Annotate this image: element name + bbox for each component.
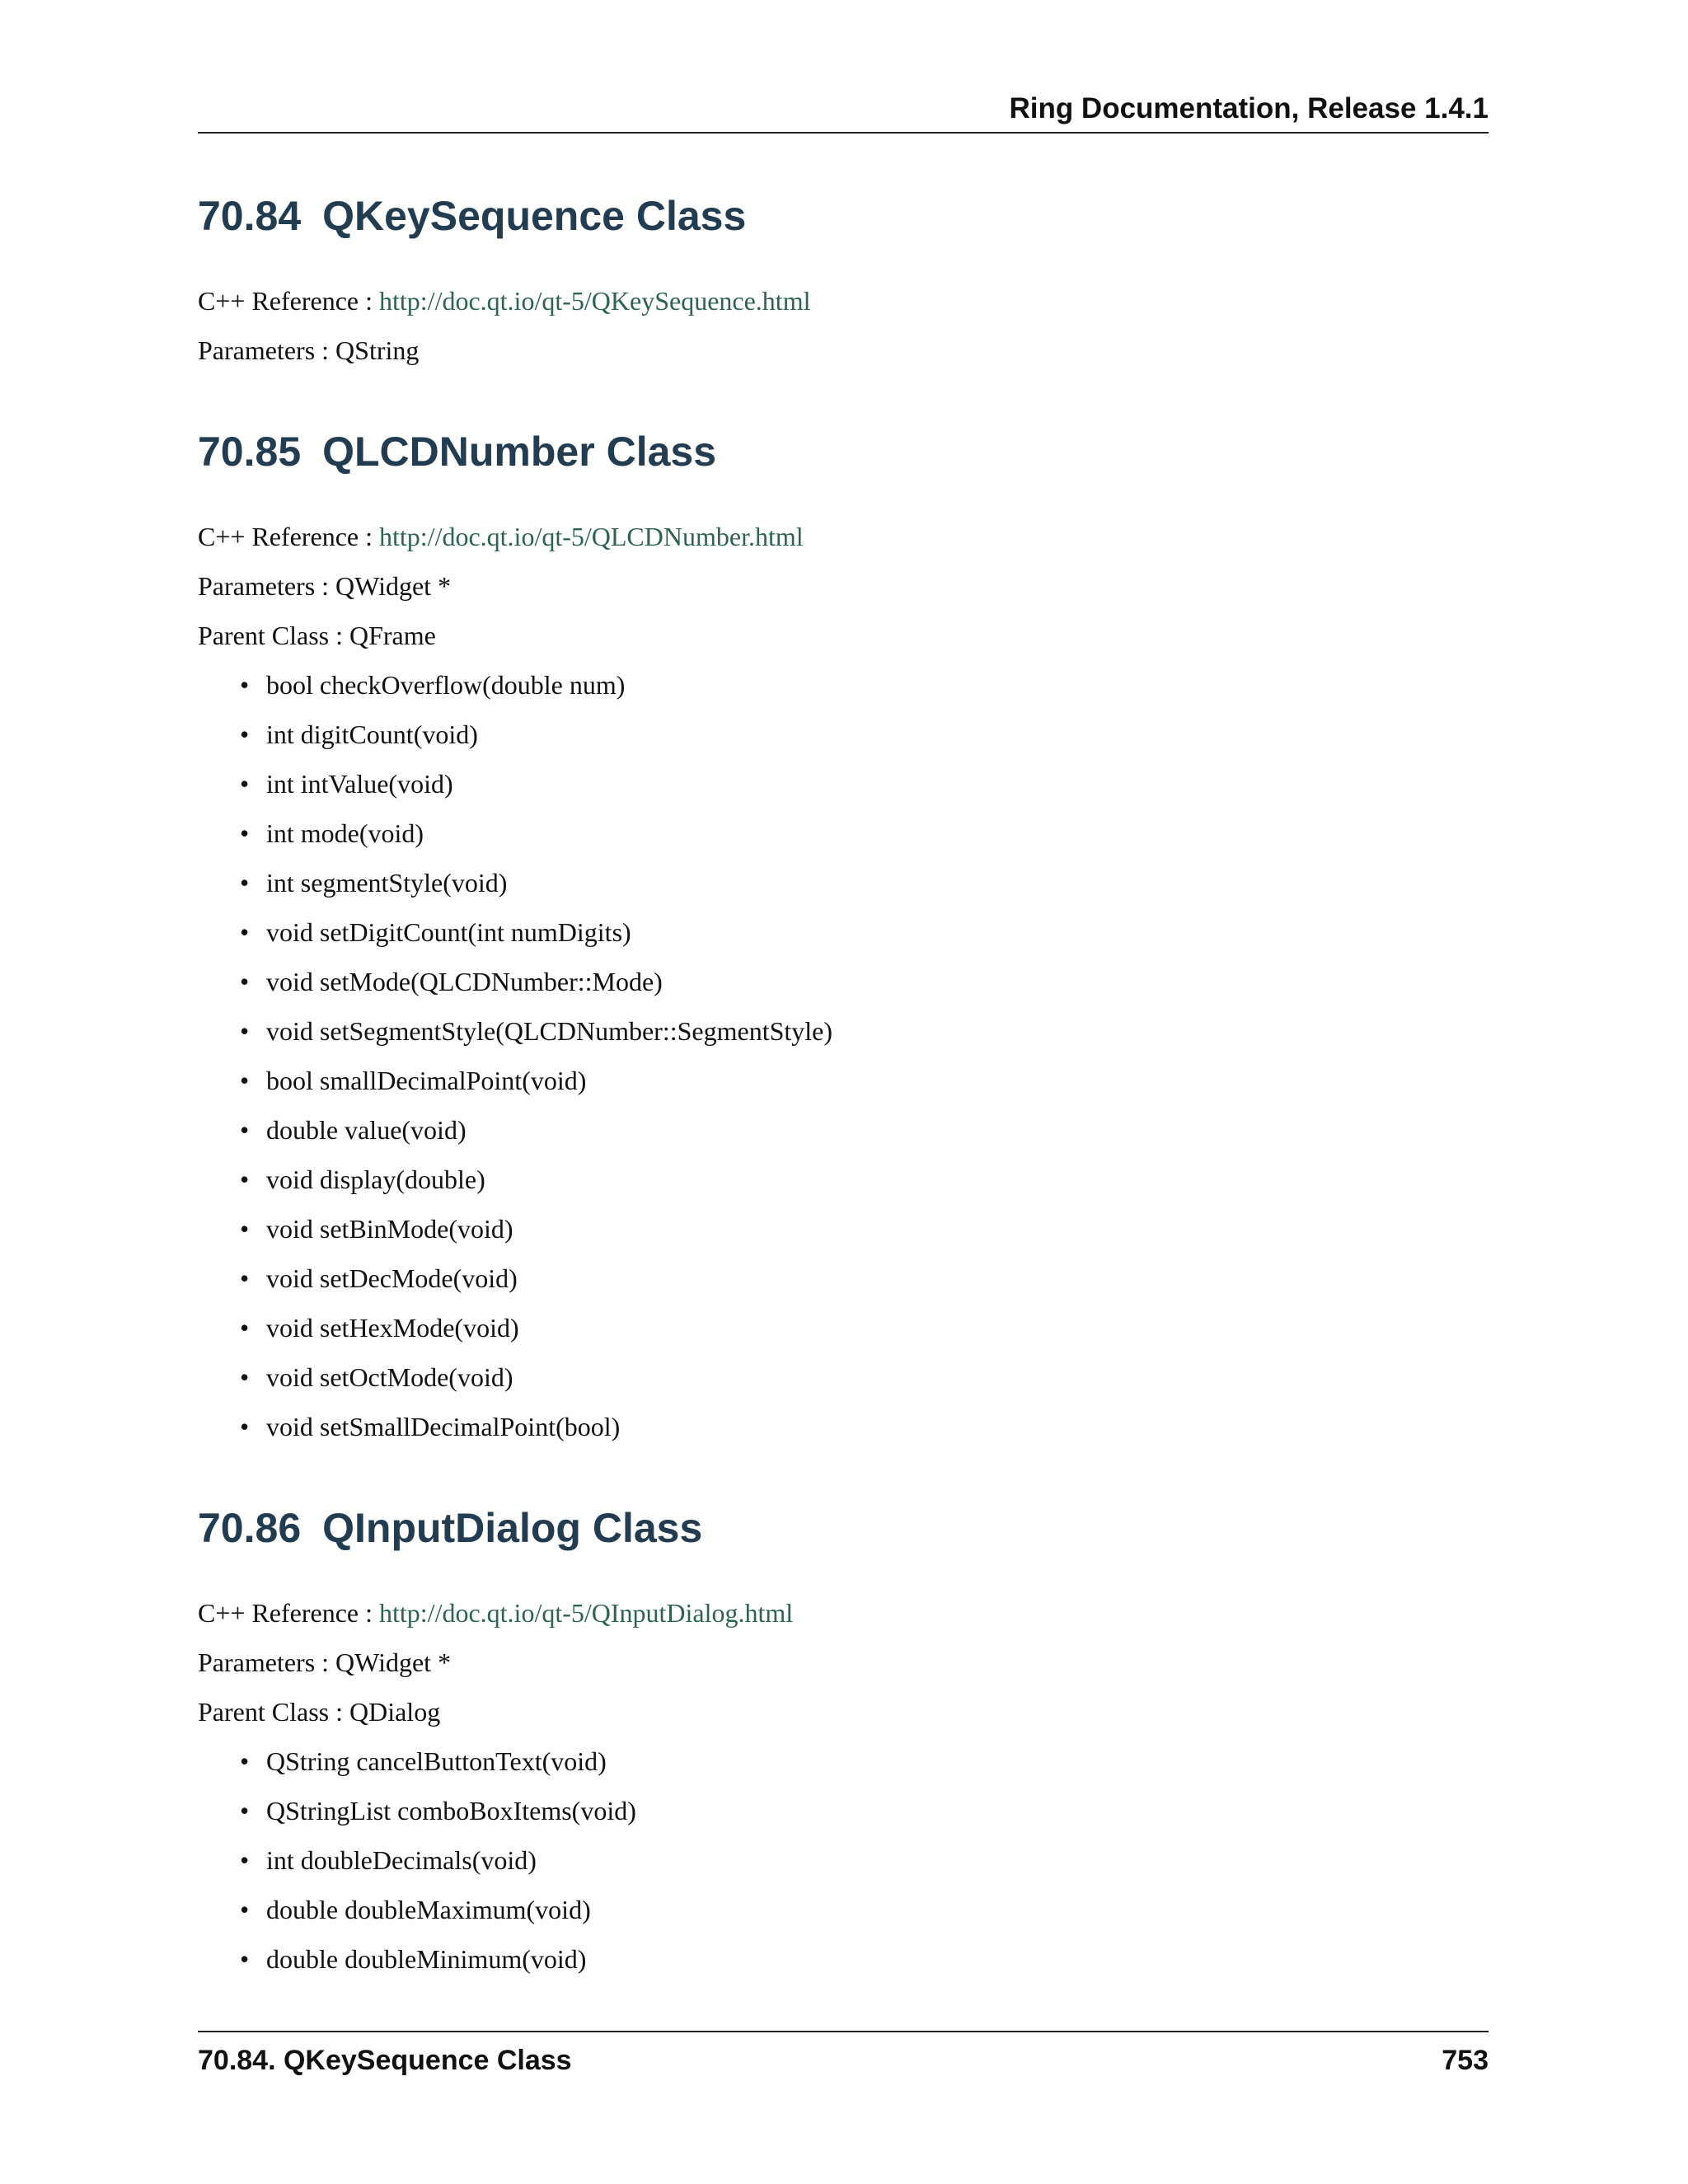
- parameters-line: Parameters : QString: [198, 335, 420, 365]
- method-signature: void setMode(QLCDNumber::Mode): [266, 967, 663, 996]
- bullet-icon: •: [240, 818, 250, 848]
- method-signature: QString cancelButtonText(void): [266, 1746, 607, 1776]
- list-item: [240, 965, 663, 998]
- bullet-icon: •: [240, 1214, 250, 1244]
- bullet-icon: •: [240, 1263, 250, 1293]
- list-item: [240, 1163, 485, 1196]
- list-item: [240, 1361, 513, 1394]
- bullet-icon: •: [240, 1746, 250, 1776]
- parameters-line: Parameters : QWidget *: [198, 1647, 452, 1677]
- method-signature: int intValue(void): [266, 769, 453, 799]
- bullet-icon: •: [240, 868, 250, 898]
- method-signature: int doubleDecimals(void): [266, 1845, 537, 1875]
- list-item: [240, 1794, 636, 1827]
- list-item: [240, 1893, 591, 1926]
- section-qinputdialog: [198, 1503, 1489, 1998]
- bullet-icon: •: [240, 1115, 250, 1145]
- parent-class-line: Parent Class : QFrame: [198, 621, 436, 650]
- footer-section-label: 70.84. QKeySequence Class: [198, 2045, 572, 2076]
- cpp-reference: [198, 1596, 793, 1629]
- bullet-icon: •: [240, 1313, 250, 1343]
- method-signature: bool checkOverflow(double num): [266, 670, 626, 700]
- bullet-icon: •: [240, 1796, 250, 1825]
- bullet-icon: •: [240, 1944, 250, 1974]
- method-signature: void setSmallDecimalPoint(bool): [266, 1412, 621, 1441]
- section-heading: [198, 1503, 1489, 1553]
- bullet-icon: •: [240, 917, 250, 947]
- bullet-icon: •: [240, 719, 250, 749]
- list-item: [240, 1212, 513, 1245]
- list-item: [240, 767, 453, 800]
- method-signature: int segmentStyle(void): [266, 868, 508, 898]
- list-item: [240, 866, 508, 899]
- cpp-reference: [198, 520, 804, 553]
- method-signature: double value(void): [266, 1115, 467, 1145]
- method-signature: void setHexMode(void): [266, 1313, 519, 1343]
- list-item: [240, 1410, 621, 1443]
- list-item: [240, 1311, 519, 1344]
- bullet-icon: •: [240, 1362, 250, 1392]
- section-number: 70.85: [198, 429, 302, 475]
- parent-class-line: Parent Class : QDialog: [198, 1697, 441, 1727]
- method-signature: void setBinMode(void): [266, 1214, 513, 1244]
- reference-label: C++ Reference :: [198, 286, 379, 316]
- list-item: [240, 817, 424, 850]
- method-signature: double doubleMaximum(void): [266, 1895, 591, 1924]
- section-heading: [198, 427, 1489, 476]
- bullet-icon: •: [240, 670, 250, 700]
- list-item: [240, 668, 626, 701]
- bullet-icon: •: [240, 1016, 250, 1046]
- running-footer: [198, 2031, 1489, 2082]
- list-item: [240, 1064, 587, 1097]
- parameters-line: Parameters : QWidget *: [198, 571, 452, 601]
- method-signature: QStringList comboBoxItems(void): [266, 1796, 636, 1825]
- method-signature: int digitCount(void): [266, 719, 478, 749]
- bullet-icon: •: [240, 769, 250, 799]
- bullet-icon: •: [240, 1165, 250, 1194]
- method-signature: void setDecMode(void): [266, 1263, 518, 1293]
- list-item: [240, 1745, 607, 1778]
- reference-label: C++ Reference :: [198, 522, 379, 551]
- method-signature: void setDigitCount(int numDigits): [266, 917, 631, 947]
- bullet-icon: •: [240, 1412, 250, 1441]
- method-signature: void display(double): [266, 1165, 485, 1194]
- section-title: QInputDialog Class: [322, 1505, 703, 1551]
- bullet-icon: •: [240, 967, 250, 996]
- section-heading: [198, 191, 1489, 241]
- reference-link[interactable]: http://doc.qt.io/qt-5/QKeySequence.html: [379, 286, 811, 316]
- method-signature: void setOctMode(void): [266, 1362, 513, 1392]
- list-item: [240, 718, 478, 751]
- list-item: [240, 1943, 587, 1975]
- list-item: [240, 916, 631, 949]
- bullet-icon: •: [240, 1895, 250, 1924]
- section-title: QKeySequence Class: [322, 193, 747, 239]
- running-header: [198, 92, 1489, 134]
- list-item: [240, 1262, 518, 1295]
- list-item: [240, 1844, 537, 1877]
- method-signature: void setSegmentStyle(QLCDNumber::SegmentStyle): [266, 1016, 833, 1046]
- reference-label: C++ Reference :: [198, 1598, 379, 1628]
- section-title: QLCDNumber Class: [322, 429, 717, 475]
- method-signature: double doubleMinimum(void): [266, 1944, 587, 1974]
- section-qlcdnumber: [198, 427, 1489, 1449]
- document-title: Ring Documentation, Release 1.4.1: [1009, 92, 1489, 124]
- section-qkeysequence: [198, 191, 1489, 381]
- reference-link[interactable]: http://doc.qt.io/qt-5/QLCDNumber.html: [379, 522, 804, 551]
- list-item: [240, 1015, 833, 1047]
- method-signature: int mode(void): [266, 818, 424, 848]
- method-signature: bool smallDecimalPoint(void): [266, 1066, 587, 1095]
- section-number: 70.84: [198, 193, 302, 239]
- page-number: 753: [1442, 2045, 1489, 2076]
- section-number: 70.86: [198, 1505, 302, 1551]
- reference-link[interactable]: http://doc.qt.io/qt-5/QInputDialog.html: [379, 1598, 794, 1628]
- list-item: [240, 1113, 467, 1146]
- bullet-icon: •: [240, 1066, 250, 1095]
- cpp-reference: [198, 284, 810, 317]
- bullet-icon: •: [240, 1845, 250, 1875]
